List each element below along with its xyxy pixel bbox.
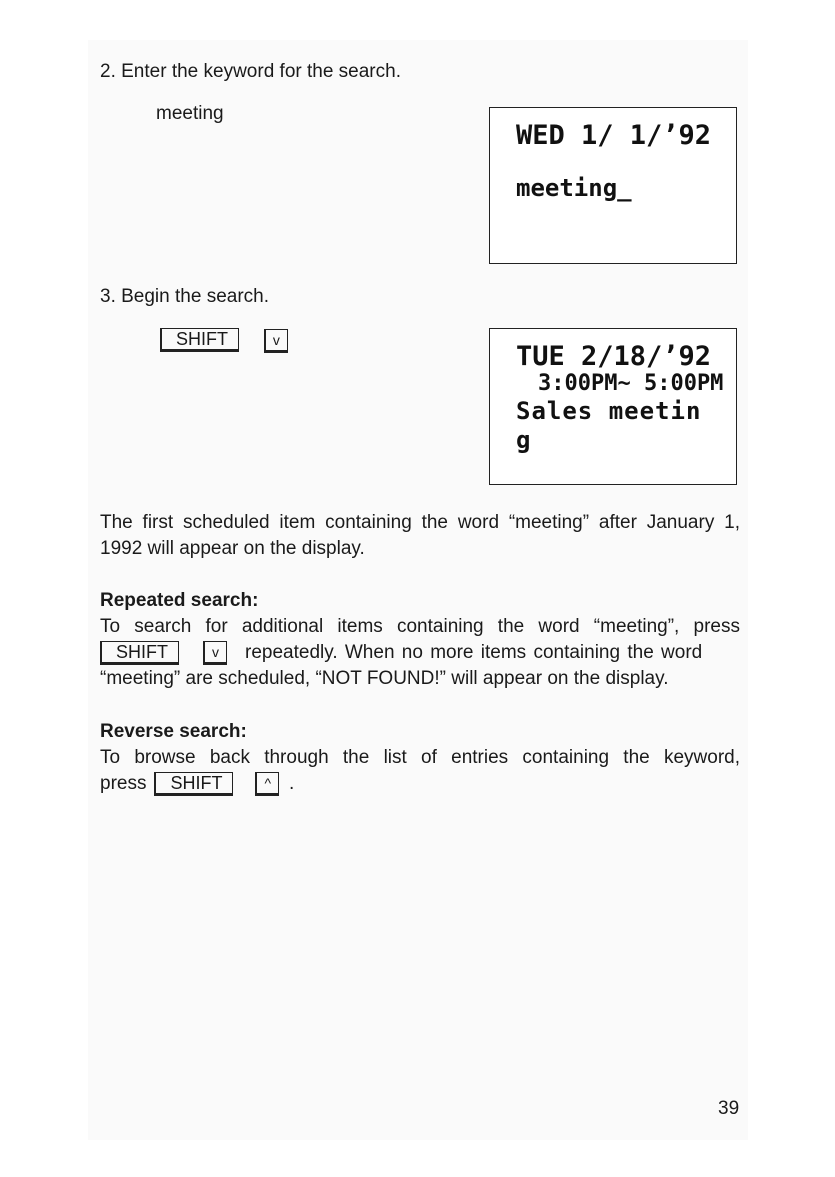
step-2-instruction: 2. Enter the keyword for the search. — [100, 61, 401, 82]
lcd-result-title-wrap: g — [516, 426, 531, 454]
lcd-keyword-line: meeting_ — [516, 174, 632, 202]
lcd-result-title: Sales meetin — [516, 397, 702, 425]
step-3-keys — [160, 328, 288, 353]
shift-key: SHIFT — [160, 328, 239, 352]
lcd-display-result — [489, 328, 737, 485]
lcd-result-time: 3:00PM~ 5:00PM — [538, 371, 724, 396]
repeated-search-heading: Repeated search: — [100, 590, 259, 611]
reverse-search-line2 — [100, 771, 294, 797]
keyword-input-example: meeting — [156, 103, 224, 124]
down-arrow-key: v — [203, 641, 227, 665]
page-number: 39 — [718, 1098, 740, 1119]
up-arrow-key: ^ — [255, 772, 279, 796]
shift-key: SHIFT — [154, 772, 233, 796]
period: . — [289, 773, 295, 794]
reverse-search-line1: To browse back through the list of entries containing the keyword, — [100, 747, 740, 768]
repeated-search-line2 — [100, 640, 740, 666]
press-word: press — [100, 773, 147, 794]
result-description: The first scheduled item containing the word “meeting” after January 1, 1992 will appear on the display. — [100, 512, 740, 559]
reverse-search-heading: Reverse search: — [100, 721, 247, 742]
shift-key: SHIFT — [100, 641, 179, 665]
lcd-result-date: TUE 2/18/’92 — [516, 341, 712, 372]
repeated-search-after-keys: repeatedly. When no more items containing the word — [245, 642, 703, 663]
step-3-instruction: 3. Begin the search. — [100, 286, 269, 307]
repeated-search-line1: To search for additional items containing the word “meeting”, press — [100, 616, 740, 637]
repeated-search-line3: “meeting” are scheduled, “NOT FOUND!” will appear on the display. — [100, 668, 669, 689]
lcd-date-line: WED 1/ 1/’92 — [516, 120, 712, 151]
down-arrow-key: v — [264, 329, 288, 353]
lcd-display-keyword — [489, 107, 737, 264]
